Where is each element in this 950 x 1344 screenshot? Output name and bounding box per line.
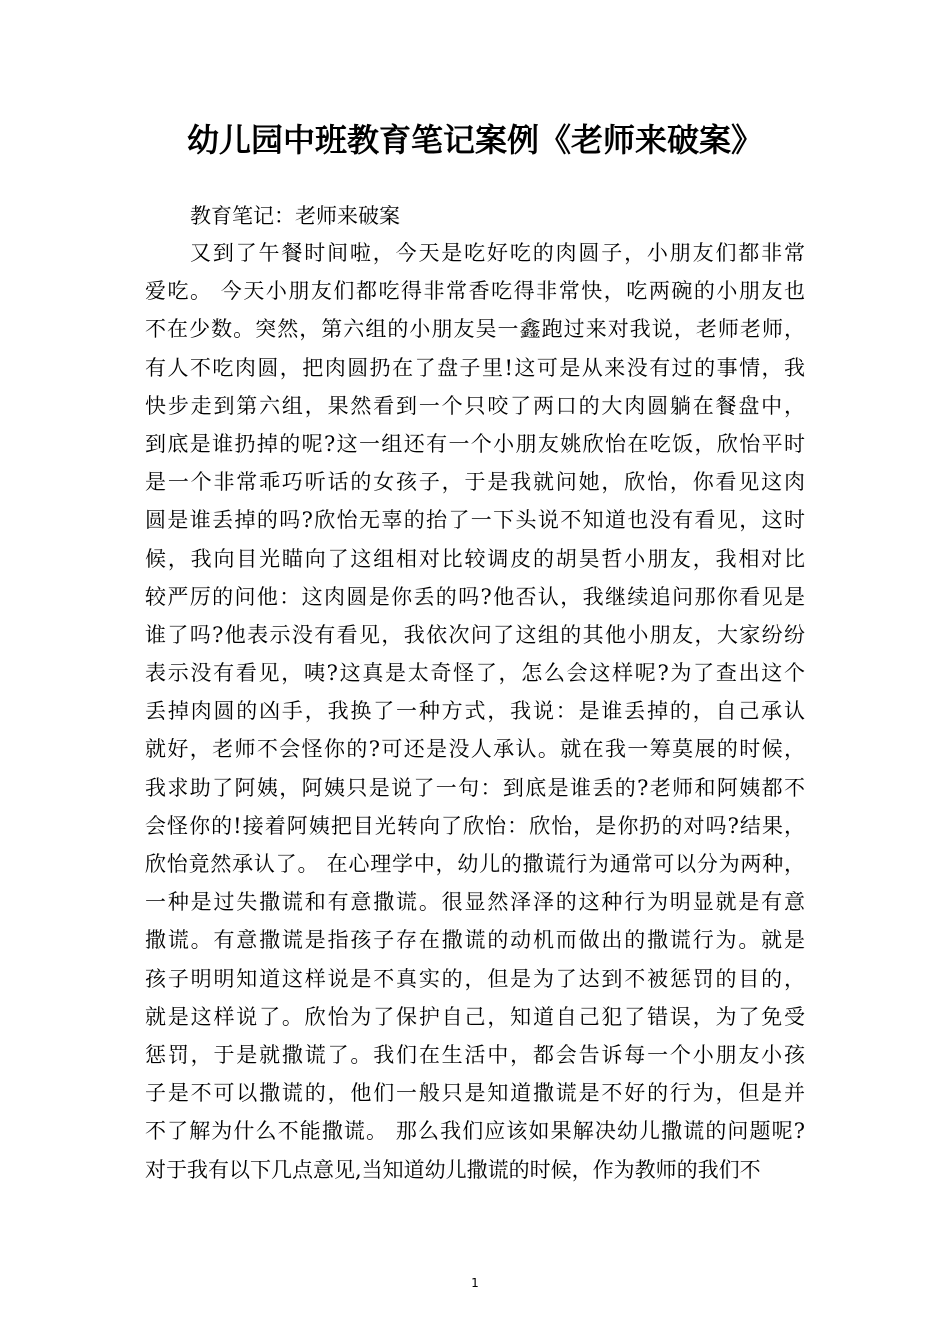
- text-line: 一种是过失撒谎和有意撒谎。很显然泽泽的这种行为明显就是有意: [145, 890, 805, 915]
- text-line: 爱吃。 今天小朋友们都吃得非常香吃得非常快，吃两碗的小朋友也: [145, 279, 805, 304]
- text-line: 候，我向目光瞄向了这组相对比较调皮的胡昊哲小朋友，我相对比: [145, 546, 805, 571]
- text-line: 撒谎。有意撒谎是指孩子存在撒谎的动机而做出的撒谎行为。就是: [145, 928, 805, 953]
- document-subtitle: 教育笔记：老师来破案: [190, 204, 400, 228]
- text-line: 圆是谁丢掉的吗?欣怡无辜的抬了一下头说不知道也没有看见，这时: [145, 508, 805, 533]
- text-line: 不在少数。突然，第六组的小朋友吴一鑫跑过来对我说，老师老师，: [145, 317, 805, 342]
- text-line: 有人不吃肉圆，把肉圆扔在了盘子里!这可是从来没有过的事情，我: [145, 355, 805, 380]
- text-line: 表示没有看见，咦?这真是太奇怪了，怎么会这样呢?为了查出这个: [145, 661, 805, 686]
- text-line: 子是不可以撒谎的，他们一般只是知道撒谎是不好的行为，但是并: [145, 1081, 805, 1106]
- text-line: 欣怡竟然承认了。 在心理学中，幼儿的撒谎行为通常可以分为两种，: [145, 852, 805, 876]
- document-title: 幼儿园中班教育笔记案例《老师来破案》: [186, 121, 763, 159]
- text-line: 就是这样说了。欣怡为了保护自己，知道自己犯了错误，为了免受: [145, 1004, 805, 1029]
- body-text: [145, 234, 805, 1189]
- text-line: 我求助了阿姨，阿姨只是说了一句：到底是谁丢的?老师和阿姨都不: [145, 775, 805, 800]
- text-line: 是一个非常乖巧听话的女孩子，于是我就问她，欣怡，你看见这肉: [145, 470, 805, 495]
- text-line: 会怪你的!接着阿姨把目光转向了欣怡：欣怡，是你扔的对吗?结果，: [145, 813, 805, 838]
- text-line: 丢掉肉圆的凶手，我换了一种方式，我说：是谁丢掉的，自己承认: [145, 699, 805, 724]
- text-line: 孩子明明知道这样说是不真实的，但是为了达到不被惩罚的目的，: [145, 966, 805, 991]
- text-line: 就好，老师不会怪你的?可还是没人承认。就在我一筹莫展的时候，: [145, 737, 805, 762]
- page-number: 1: [471, 1276, 479, 1290]
- text-line: 到底是谁扔掉的呢?这一组还有一个小朋友姚欣怡在吃饭，欣怡平时: [145, 431, 805, 456]
- text-line: 较严厉的问他：这肉圆是你丢的吗?他否认，我继续追问那你看见是: [145, 584, 805, 609]
- text-line: 对于我有以下几点意见,当知道幼儿撒谎的时候，作为教师的我们不: [145, 1157, 761, 1182]
- text-line: 不了解为什么不能撒谎。 那么我们应该如果解决幼儿撒谎的问题呢?: [145, 1119, 805, 1144]
- text-line: 又到了午餐时间啦，今天是吃好吃的肉圆子，小朋友们都非常: [190, 241, 805, 265]
- text-line: 惩罚，于是就撒谎了。我们在生活中，都会告诉每一个小朋友小孩: [145, 1042, 805, 1067]
- text-line: 谁了吗?他表示没有看见，我依次问了这组的其他小朋友，大家纷纷: [145, 622, 805, 647]
- text-line: 快步走到第六组，果然看到一个只咬了两口的大肉圆躺在餐盘中，: [145, 393, 805, 418]
